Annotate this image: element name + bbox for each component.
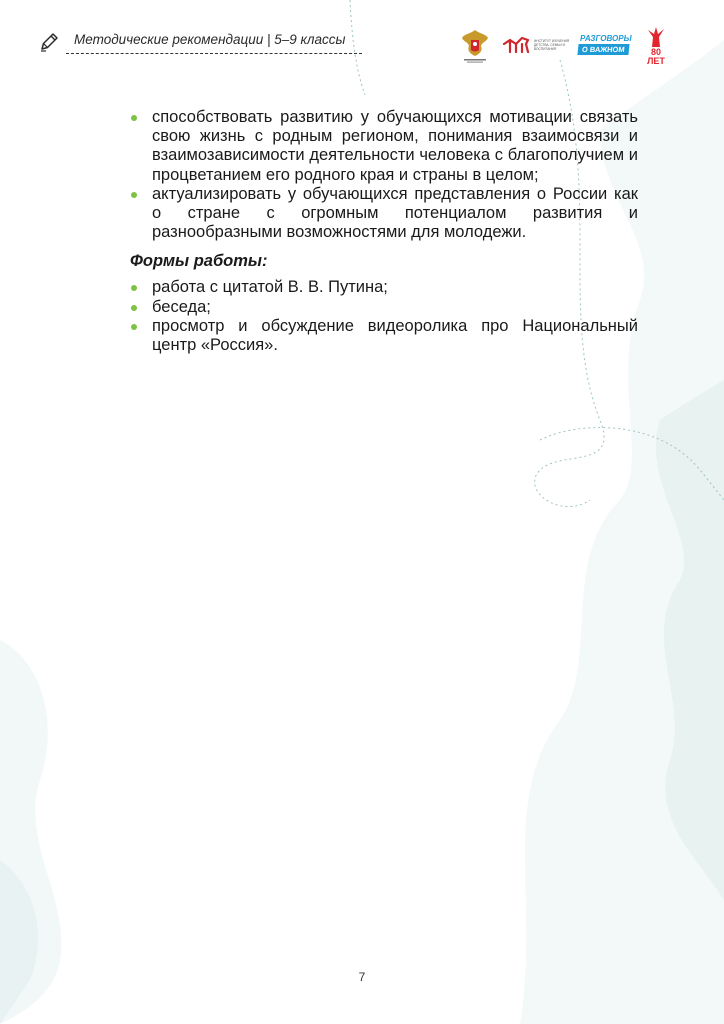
page-header bbox=[0, 0, 724, 80]
forms-list bbox=[130, 278, 638, 355]
document-title: Методические рекомендации | 5–9 классы bbox=[74, 32, 346, 47]
razgovory-logo-top: РАЗГОВОРЫ bbox=[580, 34, 632, 43]
razgovory-logo-bottom: О ВАЖНОМ bbox=[577, 44, 629, 55]
anniversary-logo-text: 80 ЛЕТ bbox=[647, 47, 665, 66]
institute-logo-text: ИНСТИТУТ ИЗУЧЕНИЯ ДЕТСТВА, СЕМЬИ И ВОСПИТАНИЯ bbox=[534, 39, 570, 51]
main-content bbox=[130, 108, 638, 355]
page-number: 7 bbox=[358, 970, 366, 984]
header-divider bbox=[66, 53, 362, 54]
logo-group bbox=[458, 26, 670, 68]
institute-logo bbox=[502, 34, 572, 60]
list-item: беседа; bbox=[130, 298, 638, 317]
anniversary-logo bbox=[644, 26, 668, 66]
list-item: способствовать развитию у обучающихся мотивации связать свою жизнь с родным регионом, понимания взаимосвязи и взаимозависимости деятельности человека с благополучием и процветанием его родного края и страны в целом; bbox=[130, 108, 638, 185]
horse-icon bbox=[502, 34, 532, 56]
razgovory-logo bbox=[576, 34, 630, 56]
list-item: актуализировать у обучающихся представления о России как о стране с огромным потенциалом развития и разнообразными возможностями для молодежи. bbox=[130, 185, 638, 243]
ministry-emblem-logo bbox=[458, 28, 492, 64]
monument-icon bbox=[644, 26, 668, 48]
forms-heading: Формы работы: bbox=[130, 252, 268, 271]
list-item: работа с цитатой В. В. Путина; bbox=[130, 278, 638, 297]
list-item: просмотр и обсуждение видеоролика про Национальный центр «Россия». bbox=[130, 317, 638, 355]
goals-list bbox=[130, 108, 638, 242]
pencil-icon bbox=[38, 31, 60, 53]
